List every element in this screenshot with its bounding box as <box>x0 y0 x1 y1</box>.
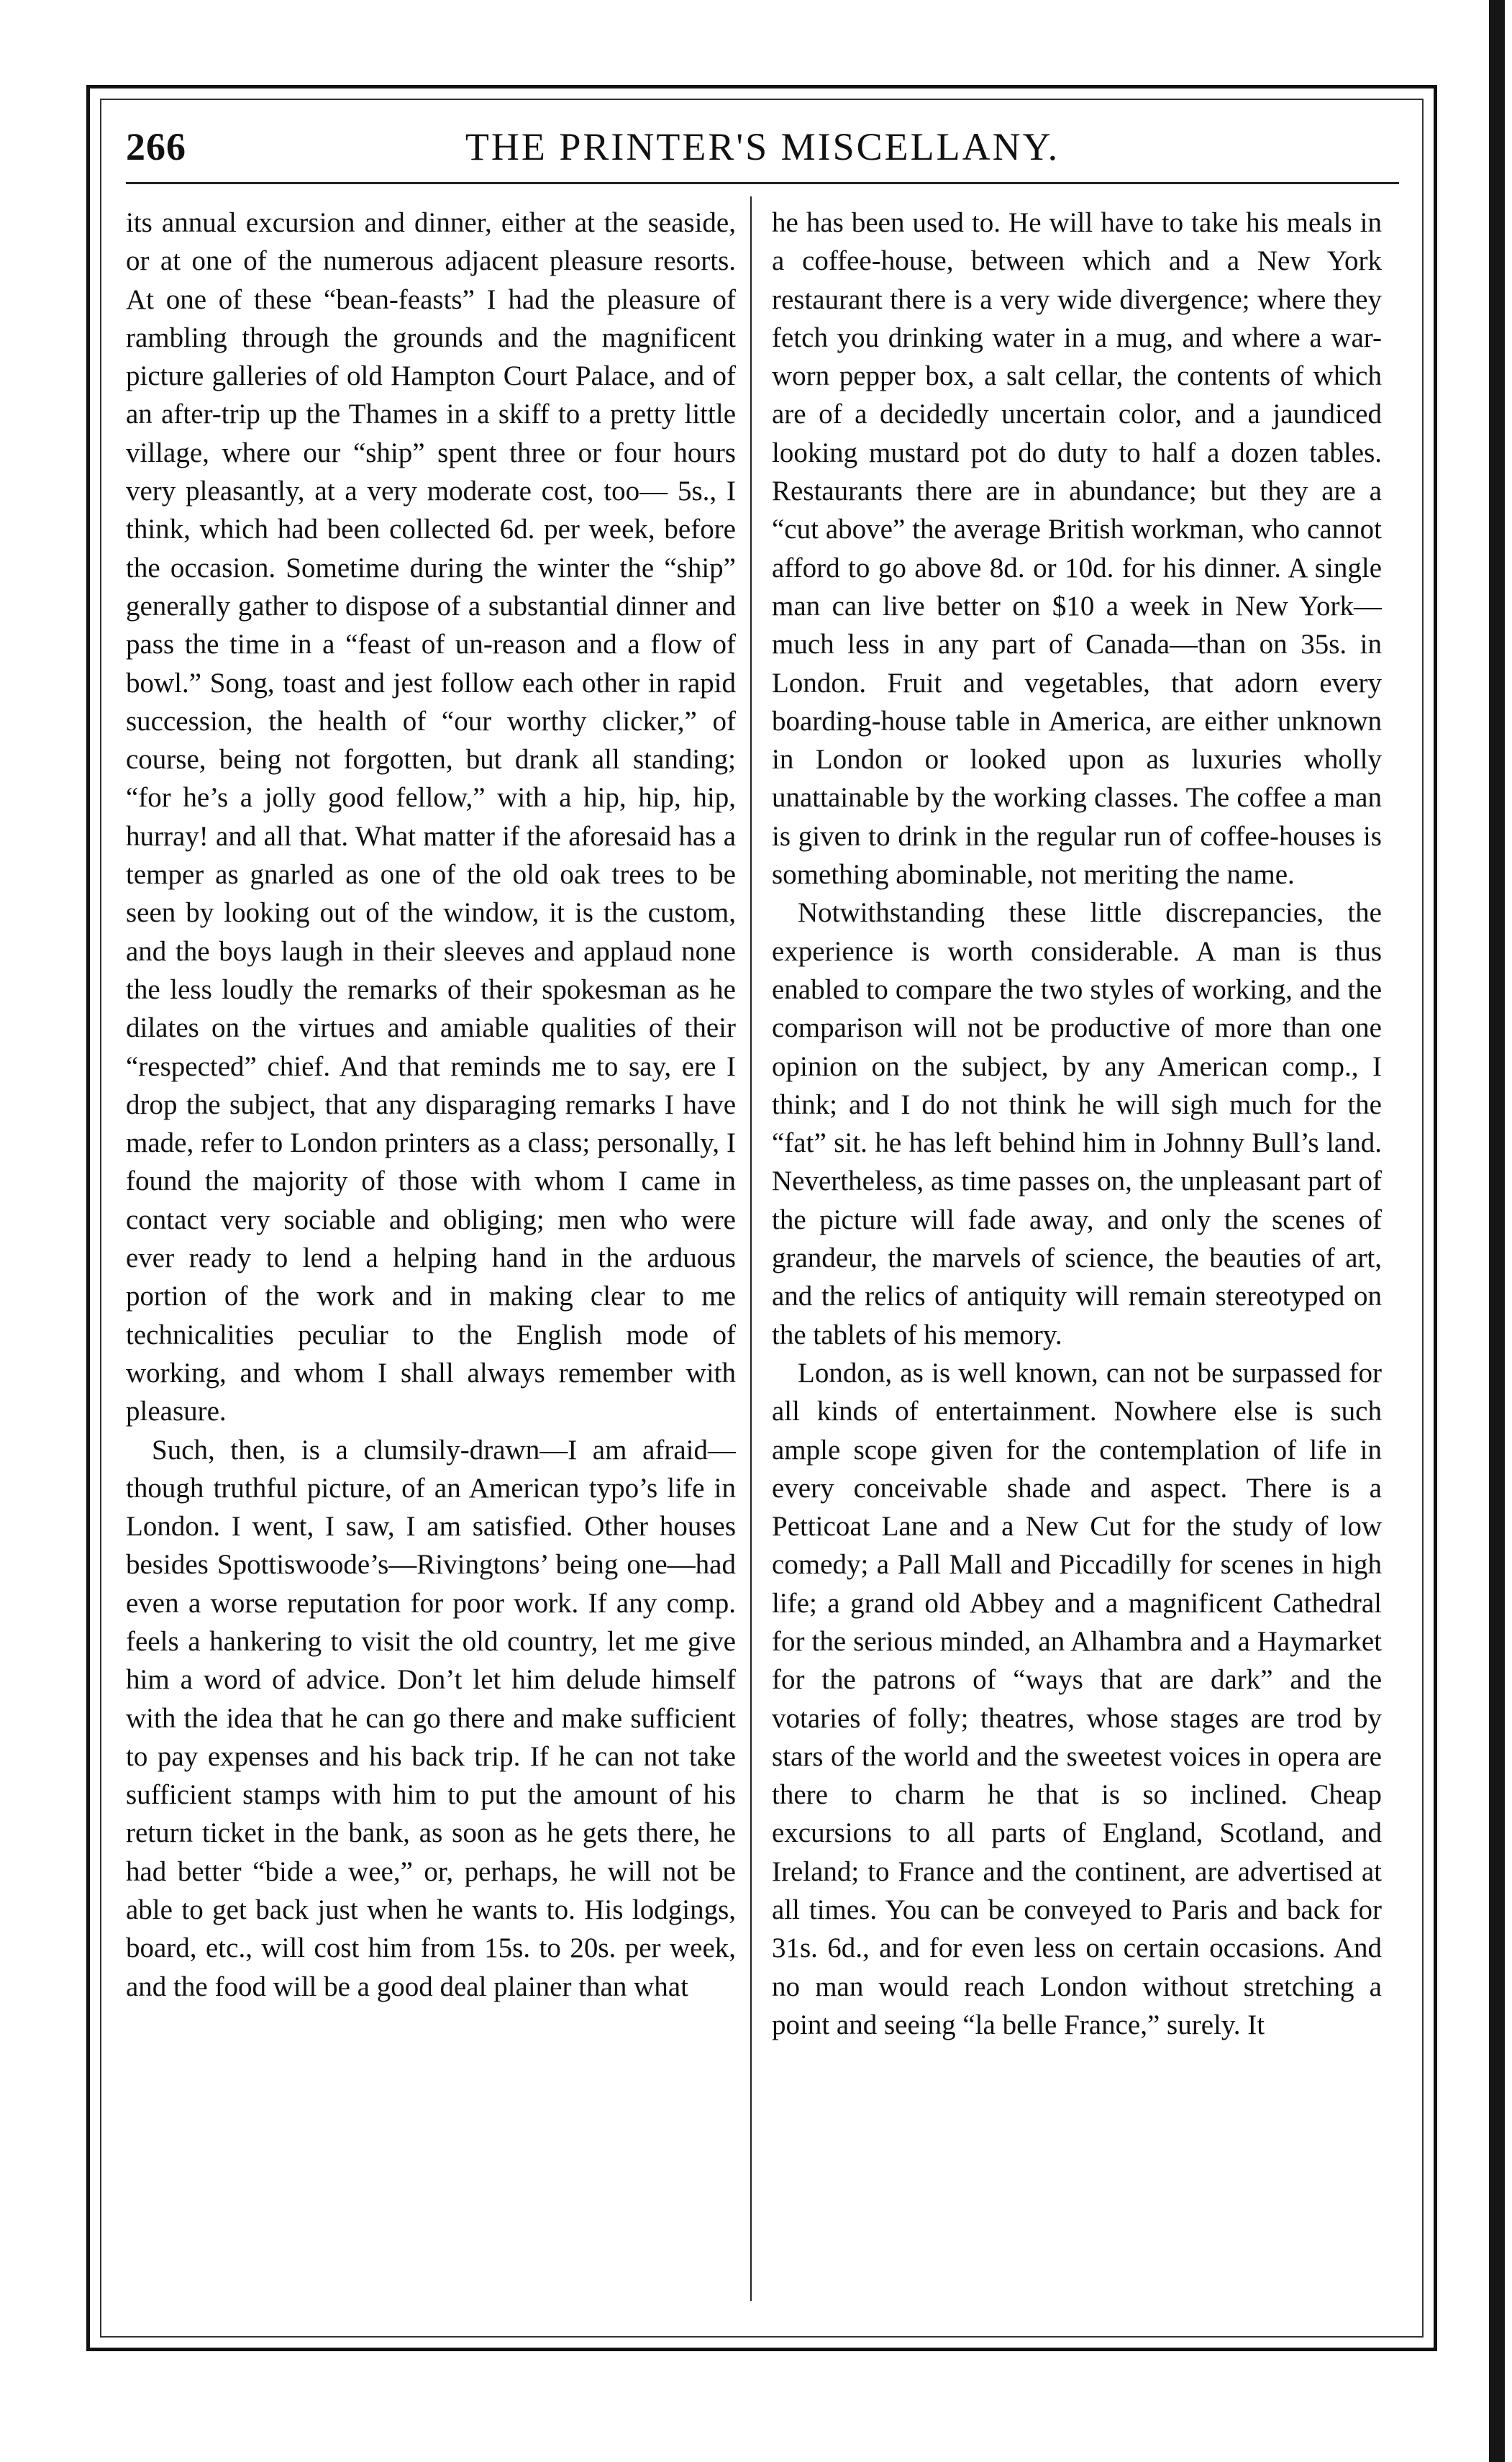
left-column <box>126 204 736 2304</box>
page-number: 266 <box>126 125 186 168</box>
journal-title: THE PRINTER'S MISCELLANY. <box>465 125 1060 168</box>
paragraph: Such, then, is a clumsily-drawn—I am afraid—though truthful picture, of an American typo’s life in London. I went, I saw, I am satisfied. Other houses besides Spottiswoode’s—Rivingtons’ being one—had even a worse reputation for poor work. If any comp. feels a hankering to visit the old country, let me give him a word of advice. Don’t let him delude himself with the idea that he can go there and make sufficient to pay expenses and his back trip. If he can not take sufficient stamps with him to put the amount of his return ticket in the bank, as soon as he gets there, he had better “bide a wee,” or, perhaps, he will not be able to get back just when he wants to. His lodgings, board, etc., will cost him from 15s. to 20s. per week, and the food will be a good deal plainer than what <box>126 1434 736 2002</box>
paragraph: he has been used to. He will have to take his meals in a coffee-house, between which and a New York restaurant there is a very wide divergence; where they fetch you drinking water in a mug, and where a war-worn pepper box, a salt cellar, the contents of which are of a decidedly uncertain color, and a jaundiced looking mustard pot do duty to half a dozen tables. Restaurants there are in abundance; but they are a “cut above” the average British workman, who cannot afford to go above 8d. or 10d. for his dinner. A single man can live better on $10 a week in New York—much less in any part of Canada—than on 35s. in London. Fruit and vegetables, that adorn every boarding-house table in America, are either unknown in London or looked upon as luxuries wholly unattainable by the working classes. The coffee a man is given to drink in the regular run of coffee-houses is something abominable, not meriting the name. <box>772 207 1382 891</box>
right-column <box>772 204 1382 2304</box>
scan-edge-shadow <box>1489 0 1505 2462</box>
column-divider <box>750 196 752 2301</box>
running-head <box>126 117 1399 184</box>
paragraph: London, as is well known, can not be surpassed for all kinds of entertainment. Nowhere else is such ample scope given for the contemplation of life in every conceivable shade and aspect. There is a Petticoat Lane and a New Cut for the study of low comedy; a Pall Mall and Piccadilly for scenes in high life; a grand old Abbey and a magnificent Cathedral for the serious minded, an Alhambra and a Haymarket for the patrons of “ways that are dark” and the votaries of folly; theatres, whose stages are trod by stars of the world and the sweetest voices in opera are there to charm he that is so inclined. Cheap excursions to all parts of England, Scotland, and Ireland; to France and the continent, are advertised at all times. You can be conveyed to Paris and back for 31s. 6d., and for even less on certain occasions. And no man would reach London without stretching a point and seeing “la belle France,” surely. It <box>772 1357 1382 2040</box>
page-border <box>86 85 1437 2351</box>
paragraph: its annual excursion and dinner, either at the seaside, or at one of the numerous adjacent pleasure resorts. At one of these “bean-feasts” I had the pleasure of rambling through the grounds and the magnificent picture galleries of old Hampton Court Palace, and of an after-trip up the Thames in a skiff to a pretty little village, where our “ship” spent three or four hours very pleasantly, at a very moderate cost, too— 5s., I think, which had been collected 6d. per week, before the occasion. Sometime during the winter the “ship” generally gather to dispose of a substantial dinner and pass the time in a “feast of un-reason and a flow of bowl.” Song, toast and jest follow each other in rapid succession, the health of “our worthy clicker,” of course, being not forgotten, but drank all standing; “for he’s a jolly good fellow,” with a hip, hip, hip, hurray! and all that. What matter if the aforesaid has a temper as gnarled as one of the old oak trees to be seen by looking out of the window, it is the custom, and the boys laugh in their sleeves and applaud none the less loudly the remarks of their spokesman as he dilates on the virtues and amiable qualities of their “respected” chief. And that reminds me to say, ere I drop the subject, that any disparaging remarks I have made, refer to London printers as a class; personally, I found the majority of those with whom I came in contact very sociable and obliging; men who were ever ready to lend a helping hand in the arduous portion of the work and in making clear to me technicalities peculiar to the English mode of working, and whom I shall always remember with pleasure. <box>126 207 736 1427</box>
paragraph: Notwithstanding these little discrepancies, the experience is worth considerable. A man is thus enabled to compare the two styles of working, and the comparison will not be productive of more than one opinion on the subject, by any American comp., I think; and I do not think he will sigh much for the “fat” sit. he has left behind him in Johnny Bull’s land. Nevertheless, as time passes on, the unpleasant part of the picture will fade away, and only the scenes of grandeur, the marvels of science, the beauties of art, and the relics of antiquity will remain stereotyped on the tablets of his memory. <box>772 897 1382 1350</box>
